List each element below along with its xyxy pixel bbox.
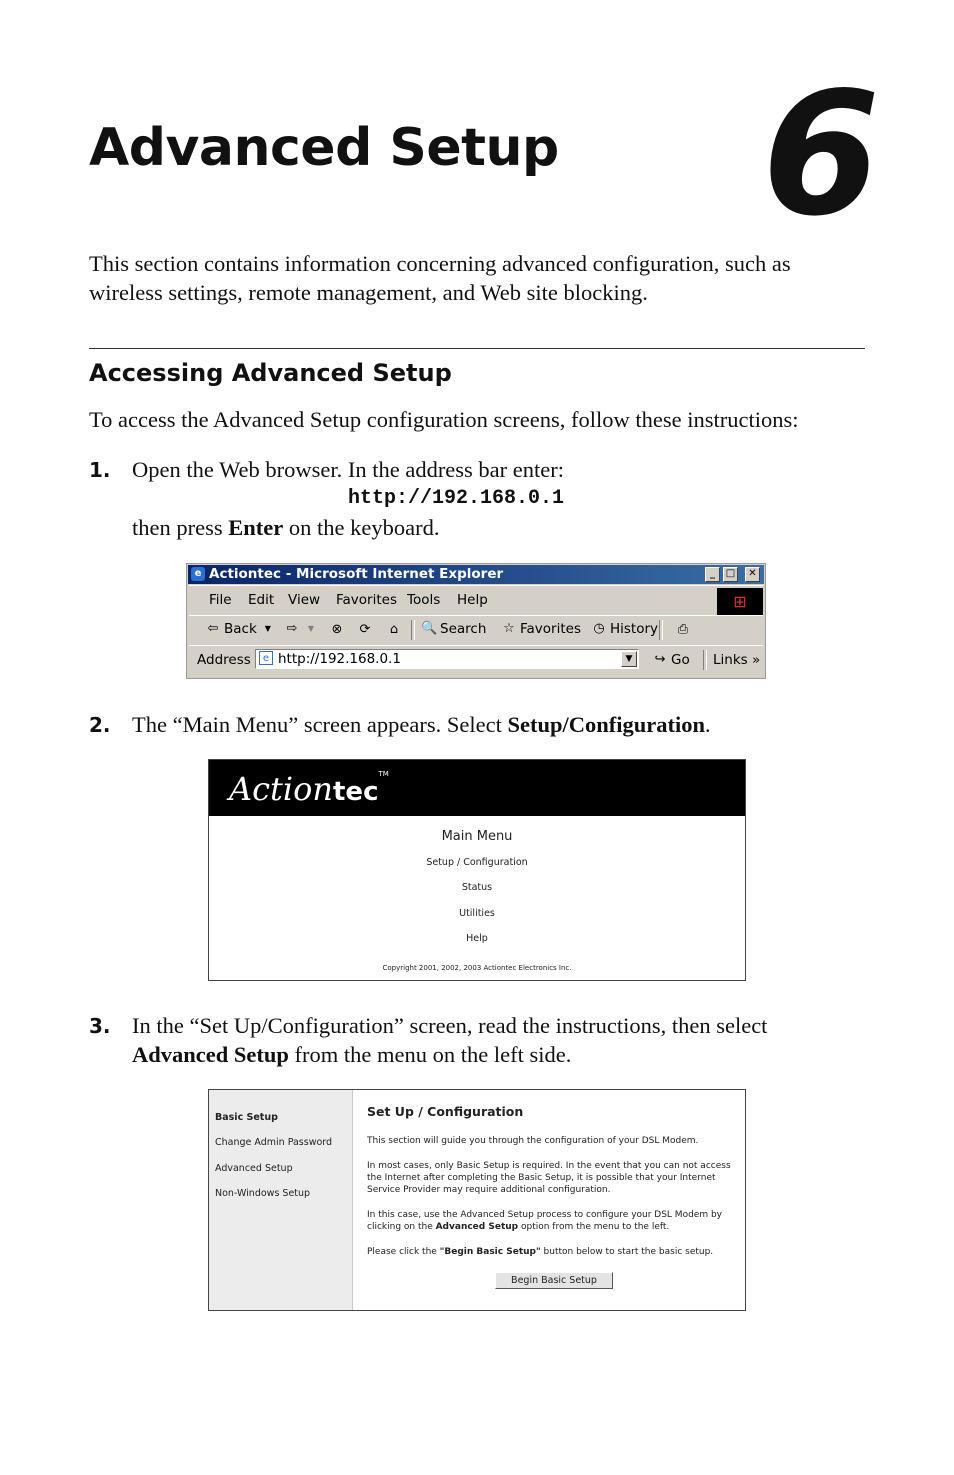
print-icon[interactable]: ⎙ — [677, 622, 689, 637]
back-button[interactable]: ⇦ Back ▼ — [205, 621, 276, 637]
menu-help[interactable]: Help — [457, 592, 488, 608]
chevron-right-icon: » — [751, 652, 761, 668]
home-icon[interactable]: ⌂ — [389, 622, 399, 637]
main-menu-copyright: Copyright 2001, 2002, 2003 Actiontec Electronics Inc. — [382, 964, 572, 972]
minimize-icon[interactable]: _ — [705, 567, 720, 582]
refresh-icon[interactable]: ⟳ — [359, 622, 371, 637]
section-divider — [89, 348, 865, 349]
menu-favorites[interactable]: Favorites — [336, 592, 397, 608]
search-icon: 🔍 — [421, 621, 438, 636]
toolbar-separator — [411, 620, 415, 640]
step-1-text: Open the Web browser. In the address bar enter: — [132, 457, 565, 482]
page-icon: e — [259, 651, 273, 665]
menu-view[interactable]: View — [288, 592, 321, 608]
sidebar-item-advanced-setup[interactable]: Advanced Setup — [215, 1163, 293, 1174]
menu-link-help[interactable]: Help — [466, 933, 488, 944]
favorites-icon: ☆ — [503, 621, 515, 636]
sidebar-item-non-windows-setup[interactable]: Non-Windows Setup — [215, 1188, 311, 1199]
forward-arrow-icon: ⇨ — [286, 621, 298, 636]
setup-paragraph-4: Please click the "Begin Basic Setup" button below to start the basic setup. — [367, 1247, 714, 1257]
menu-tools[interactable]: Tools — [407, 592, 441, 608]
setup-sidebar — [209, 1090, 353, 1310]
step-2-text: The “Main Menu” screen appears. Select Setup/Configuration. — [132, 712, 711, 737]
toolbar — [189, 615, 763, 644]
toolbar-separator — [659, 620, 663, 640]
menu-edit[interactable]: Edit — [248, 592, 275, 608]
menu-link-setup[interactable]: Setup / Configuration — [426, 857, 528, 868]
setup-title: Set Up / Configuration — [367, 1104, 524, 1119]
step-1-text-b: then press Enter on the keyboard. — [132, 515, 440, 540]
ie-icon: e — [191, 567, 205, 581]
browser-title: Actiontec - Microsoft Internet Explorer — [209, 566, 504, 582]
main-menu-header — [209, 760, 745, 816]
favorites-button[interactable]: ☆ Favorites — [501, 621, 581, 637]
history-button[interactable]: ◷ History — [591, 621, 658, 637]
section-lead: To access the Advanced Setup configuration screens, follow these instructions: — [89, 407, 799, 432]
step-3-text-b: Advanced Setup from the menu on the left side. — [132, 1042, 572, 1067]
step-3-number: 3. — [89, 1014, 111, 1038]
main-menu-screen — [208, 759, 746, 981]
address-input[interactable]: e http://192.168.0.1 ▼ — [255, 649, 639, 669]
step-3-text: In the “Set Up/Configuration” screen, read the instructions, then select — [132, 1013, 768, 1038]
intro-paragraph: This section contains information concerning advanced configuration, such as wireless settings, remote management, and Web site blocking. — [89, 251, 791, 305]
close-icon[interactable]: ✕ — [745, 567, 760, 582]
menu-bar — [189, 585, 763, 614]
windows-flag-icon: ⊞ — [717, 588, 763, 616]
forward-button[interactable] — [284, 621, 319, 637]
history-icon: ◷ — [593, 621, 605, 636]
stop-icon[interactable]: ⊗ — [331, 622, 343, 637]
step-1-url: http://192.168.0.1 — [348, 487, 565, 510]
begin-basic-setup-button[interactable]: Begin Basic Setup — [495, 1272, 613, 1289]
setup-paragraph-3: In this case, use the Advanced Setup process to configure your DSL Modem by clicking on the Advanced Setup option from the menu to the left. — [367, 1210, 722, 1232]
chevron-down-icon: ▼ — [307, 624, 315, 633]
browser-window — [186, 563, 766, 679]
links-button[interactable]: Links » — [713, 652, 761, 668]
sidebar-item-basic-setup[interactable]: Basic Setup — [215, 1112, 278, 1123]
setup-paragraph-1: This section will guide you through the configuration of your DSL Modem. — [367, 1136, 699, 1146]
chapter-number: 6 — [762, 56, 881, 254]
menu-file[interactable]: File — [209, 592, 232, 608]
setup-paragraph-2: In most cases, only Basic Setup is required. In the event that you can not access the Internet after completing the Basic Setup, it is possible that your Internet Service Provider may require additional configuration. — [367, 1161, 731, 1195]
browser-titlebar — [188, 565, 764, 584]
back-arrow-icon: ⇦ — [207, 621, 219, 636]
maximize-icon[interactable]: □ — [723, 567, 738, 582]
toolbar-separator — [703, 650, 707, 670]
address-dropdown-icon[interactable]: ▼ — [621, 651, 637, 667]
actiontec-logo: Actiontec™ — [229, 770, 389, 808]
main-menu-title: Main Menu — [441, 829, 513, 844]
sidebar-item-change-admin-password[interactable]: Change Admin Password — [215, 1137, 333, 1148]
chevron-down-icon: ▼ — [264, 624, 271, 633]
address-bar — [189, 645, 763, 676]
chapter-title: Advanced Setup — [89, 118, 559, 178]
section-heading: Accessing Advanced Setup — [89, 359, 452, 387]
step-1-number: 1. — [89, 458, 111, 482]
menu-link-status[interactable]: Status — [461, 882, 493, 893]
search-button[interactable]: 🔍 Search — [421, 621, 487, 637]
setup-configuration-screen — [208, 1089, 746, 1311]
step-2-number: 2. — [89, 713, 111, 737]
go-arrow-icon: ↪ — [654, 652, 666, 667]
address-label: Address — [197, 652, 251, 668]
go-button[interactable]: ↪ Go — [652, 652, 690, 668]
menu-link-utilities[interactable]: Utilities — [459, 908, 495, 919]
